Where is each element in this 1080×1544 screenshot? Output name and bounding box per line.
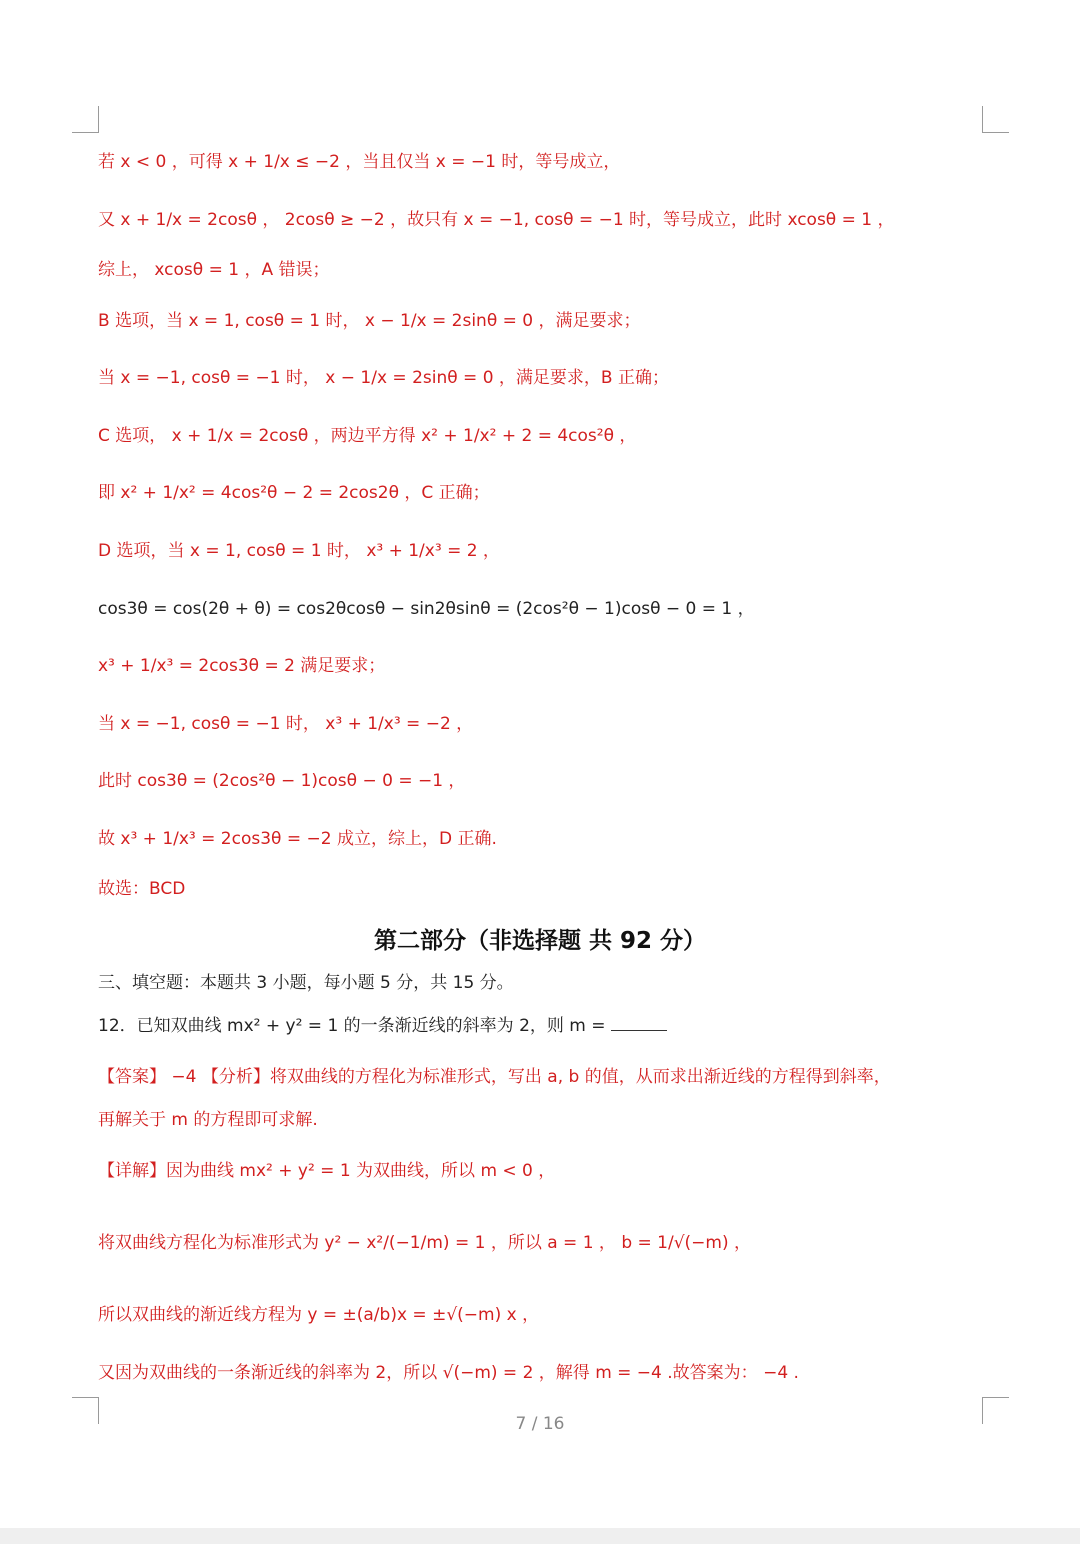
solution-line-12: 此时 cos3θ = (2cos²θ − 1)cosθ − 0 = −1 ， bbox=[98, 771, 466, 791]
detail-line-1: 【详解】因为曲线 mx² + y² = 1 为双曲线，所以 m < 0 ， bbox=[98, 1161, 556, 1181]
solution-line-8: D 选项，当 x = 1, cosθ = 1 时， x³ + 1/x³ = 2 ， bbox=[98, 541, 500, 561]
corner-mark-top-left bbox=[72, 106, 99, 133]
solution-line-9: cos3θ = cos(2θ + θ) = cos2θcosθ − sin2θsinθ = (2cos²θ − 1)cosθ − 0 = 1 ， bbox=[98, 599, 755, 619]
solution-line-7: 即 x² + 1/x² = 4cos²θ − 2 = 2cos2θ ，C 正确； bbox=[98, 483, 490, 503]
solution-line-1: 若 x < 0 ，可得 x + 1/x ≤ −2 ，当且仅当 x = −1 时，等号成立， bbox=[98, 152, 621, 172]
solution-line-6: C 选项， x + 1/x = 2cosθ ，两边平方得 x² + 1/x² + 2 = 4cos²θ ， bbox=[98, 426, 637, 446]
solution-line-2: 又 x + 1/x = 2cosθ ， 2cosθ ≥ −2 ，故只有 x = −1, cosθ = −1 时，等号成立，此时 xcosθ = 1 ， bbox=[98, 210, 895, 230]
detail-line-4: 又因为双曲线的一条渐近线的斜率为 2，所以 √(−m) = 2 ，解得 m = −4 .故答案为： −4 . bbox=[98, 1363, 799, 1383]
section-intro: 三、填空题：本题共 3 小题，每小题 5 分，共 15 分。 bbox=[98, 973, 514, 993]
solution-line-10: x³ + 1/x³ = 2cos3θ = 2 满足要求； bbox=[98, 656, 386, 676]
question-12 bbox=[98, 1014, 667, 1038]
analysis-continued: 再解关于 m 的方程即可求解. bbox=[98, 1110, 318, 1130]
detail-line-2: 将双曲线方程化为标准形式为 y² − x²/(−1/m) = 1 ，所以 a = 1 ， b = 1/√(−m) ， bbox=[98, 1233, 752, 1253]
section-heading: 第二部分（非选择题 共 92 分） bbox=[373, 928, 707, 954]
answer-blank bbox=[611, 1014, 667, 1031]
solution-line-11: 当 x = −1, cosθ = −1 时， x³ + 1/x³ = −2 ， bbox=[98, 714, 474, 734]
page-number: 7 / 16 bbox=[515, 1414, 565, 1434]
solution-line-3: 综上， xcosθ = 1 ，A 错误； bbox=[98, 260, 330, 280]
detail-line-3: 所以双曲线的渐近线方程为 y = ±(a/b)x = ±√(−m) x ， bbox=[98, 1305, 540, 1325]
solution-line-4: B 选项，当 x = 1, cosθ = 1 时， x − 1/x = 2sinθ = 0 ，满足要求； bbox=[98, 311, 641, 331]
corner-mark-top-right bbox=[982, 106, 1009, 133]
final-choice: 故选：BCD bbox=[98, 879, 186, 899]
solution-line-5: 当 x = −1, cosθ = −1 时， x − 1/x = 2sinθ = 0 ，满足要求，B 正确； bbox=[98, 368, 669, 388]
answer-analysis-line: 【答案】 −4 【分析】将双曲线的方程化为标准形式，写出 a, b 的值，从而求出渐近线的方程得到斜率， bbox=[98, 1067, 891, 1087]
question-12-text: 12．已知双曲线 mx² + y² = 1 的一条渐近线的斜率为 2，则 m = bbox=[98, 1016, 606, 1036]
viewer-bottom-bar bbox=[0, 1528, 1080, 1544]
solution-line-13: 故 x³ + 1/x³ = 2cos3θ = −2 成立，综上，D 正确. bbox=[98, 829, 497, 849]
